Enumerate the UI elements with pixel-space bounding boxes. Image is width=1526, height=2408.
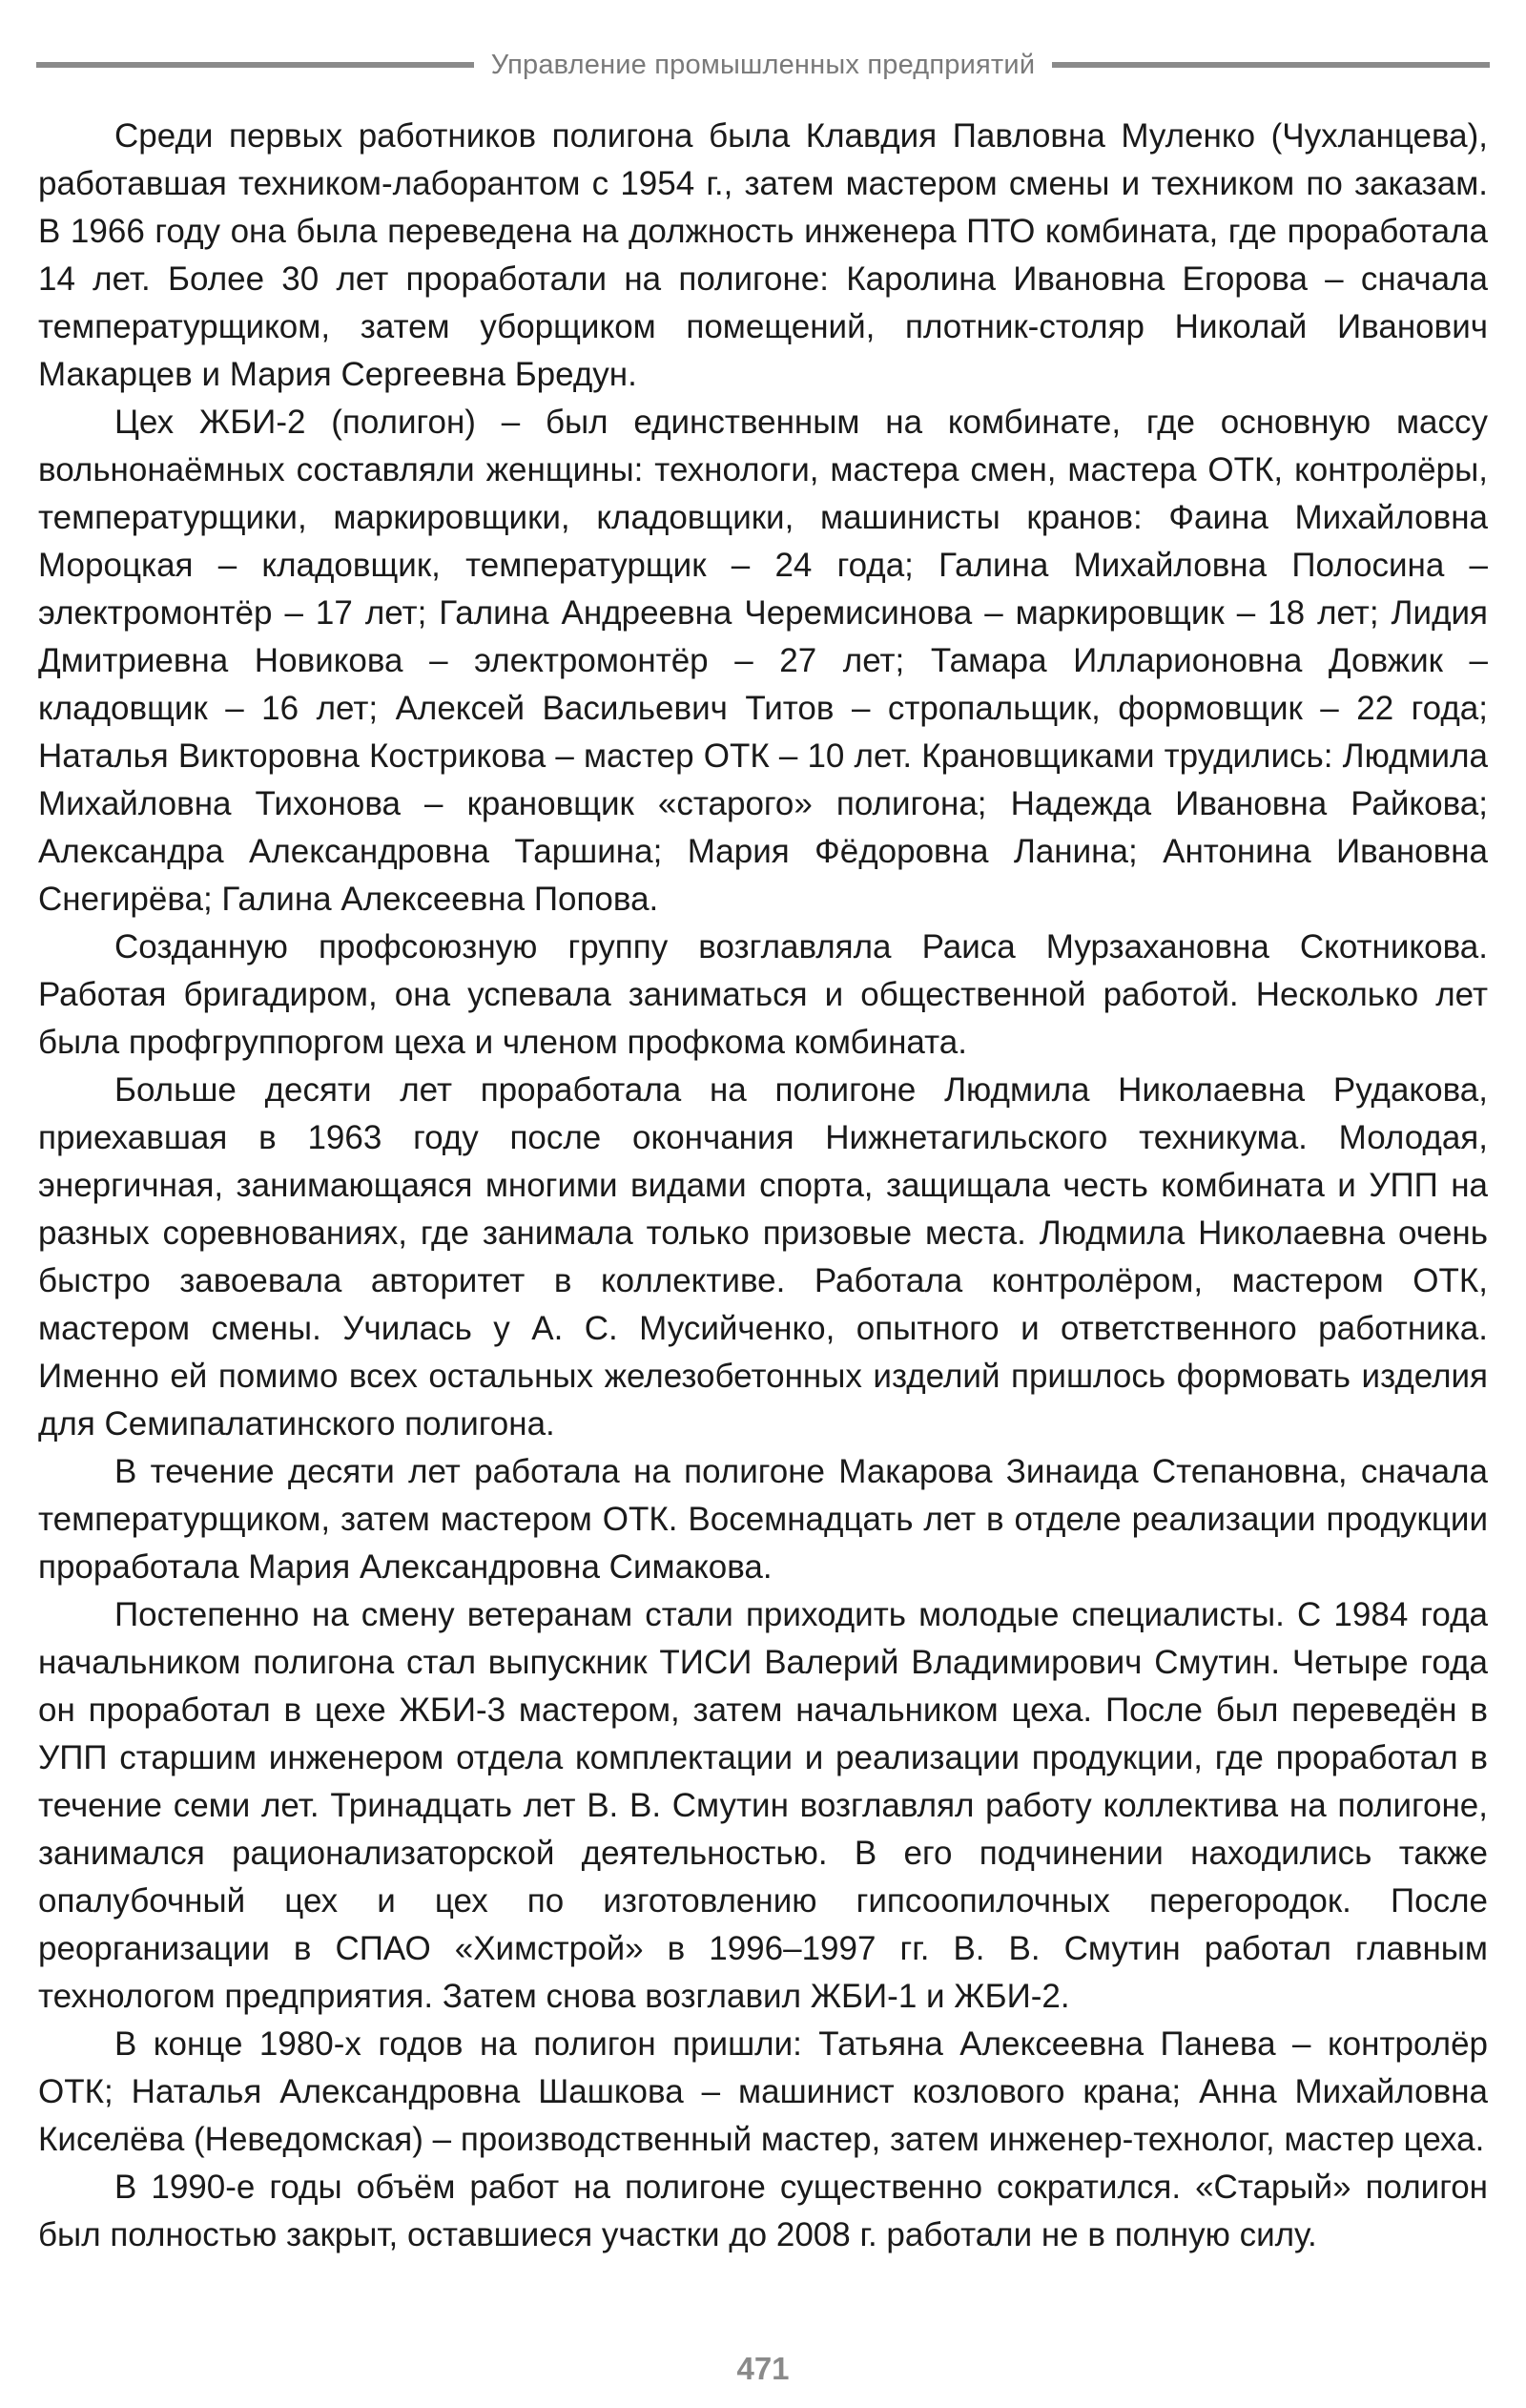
running-header <box>36 44 1490 86</box>
main-text <box>38 113 1488 2259</box>
page-number: 471 <box>736 2351 790 2386</box>
paragraph-3: Созданную профсоюзную группу возглавляла Раиса Мурзахановна Скотникова. Работая бригадиром, она успевала заниматься и общественной работой. Несколько лет была профгруппоргом цеха и членом профкома комбината. <box>38 928 1488 1061</box>
paragraph-8: В 1990-е годы объём работ на полигоне существенно сократился. «Старый» полигон был полностью закрыт, оставшиеся участки до 2008 г. работали не в полную силу. <box>38 2169 1488 2253</box>
paragraph-1: Среди первых работников полигона была Клавдия Павловна Муленко (Чухланцева), работавшая техником-лаборантом с 1954 г., затем мастером смены и техником по заказам. В 1966 году она была переведена на должность инженера ПТО комбината, где проработала 14 лет. Более 30 лет проработали на полигоне: Каролина Ивановна Егорова – сначала температурщиком, затем уборщиком помещений, плотник-столяр Николай Иванович Макарцев и Мария Сергеевна Бредун. <box>38 117 1488 393</box>
paragraph-2: Цех ЖБИ-2 (полигон) – был единственным на комбинате, где основную массу вольнонаёмных составляли женщины: технологи, мастера смен, мастера ОТК, контролёры, температурщики, маркировщики, кладовщики, машинисты кранов: Фаина Михайловна Мороцкая – кладовщик, температурщик – 24 года; Галина Михайловна Полосина – электромонтёр – 17 лет; Галина Андреевна Черемисинова – маркировщик – 18 лет; Лидия Дмитриевна Новикова – электромонтёр – 27 лет; Тамара Илларионовна Довжик – кладовщик – 16 лет; Алексей Васильевич Титов – стропальщик, формовщик – 22 года; Наталья Викторовна Кострикова – мастер ОТК – 10 лет. Крановщиками трудились: Людмила Михайловна Тихонова – крановщик «старого» полигона; Надежда Ивановна Райкова; Александра Александровна Таршина; Мария Фёдоровна Ланина; Антонина Ивановна Снегирёва; Галина Алексеевна Попова. <box>38 404 1488 918</box>
header-rule-right <box>1052 62 1490 68</box>
paragraph-4: Больше десяти лет проработала на полигоне Людмила Николаевна Рудакова, приехавшая в 1963 году после окончания Нижнетагильского техникума. Молодая, энергичная, занимающаяся многими видами спорта, защищала честь комбината и УПП на разных соревнованиях, где занимала только призовые места. Людмила Николаевна очень быстро завоевала авторитет в коллективе. Работала контролёром, мастером ОТК, мастером смены. Училась у А. С. Мусийченко, опытного и ответственного работника. Именно ей помимо всех остальных железобетонных изделий пришлось формовать изделия для Семипалатинского полигона. <box>38 1071 1488 1443</box>
paragraph-7: В конце 1980-х годов на полигон пришли: Татьяна Алексеевна Панева – контролёр ОТК; Наталья Александровна Шашкова – машинист козлового крана; Анна Михайловна Киселёва (Неведомская) – производственный мастер, затем инженер-технолог, мастер цеха. <box>38 2025 1488 2158</box>
paragraph-5: В течение десяти лет работала на полигоне Макарова Зинаида Степановна, сначала температурщиком, затем мастером ОТК. Восемнадцать лет в отделе реализации продукции проработала Мария Александровна Симакова. <box>38 1453 1488 1586</box>
running-header-title: Управление промышленных предприятий <box>490 49 1036 80</box>
header-rule-left <box>36 62 474 68</box>
paragraph-6: Постепенно на смену ветеранам стали приходить молодые специалисты. С 1984 года начальником полигона стал выпускник ТИСИ Валерий Владимирович Смутин. Четыре года он проработал в цехе ЖБИ-3 мастером, затем начальником цеха. После был переведён в УПП старшим инженером отдела комплектации и реализации продукции, где проработал в течение семи лет. Тринадцать лет В. В. Смутин возглавлял работу коллектива на полигоне, занимался рационализаторской деятельностью. В его подчинении находились также опалубочный цех и цех по изготовлению гипсоопилочных перегородок. После реорганизации в СПАО «Химстрой» в 1996–1997 гг. В. В. Смутин работал главным технологом предприятия. Затем снова возглавил ЖБИ-1 и ЖБИ-2. <box>38 1596 1488 2015</box>
